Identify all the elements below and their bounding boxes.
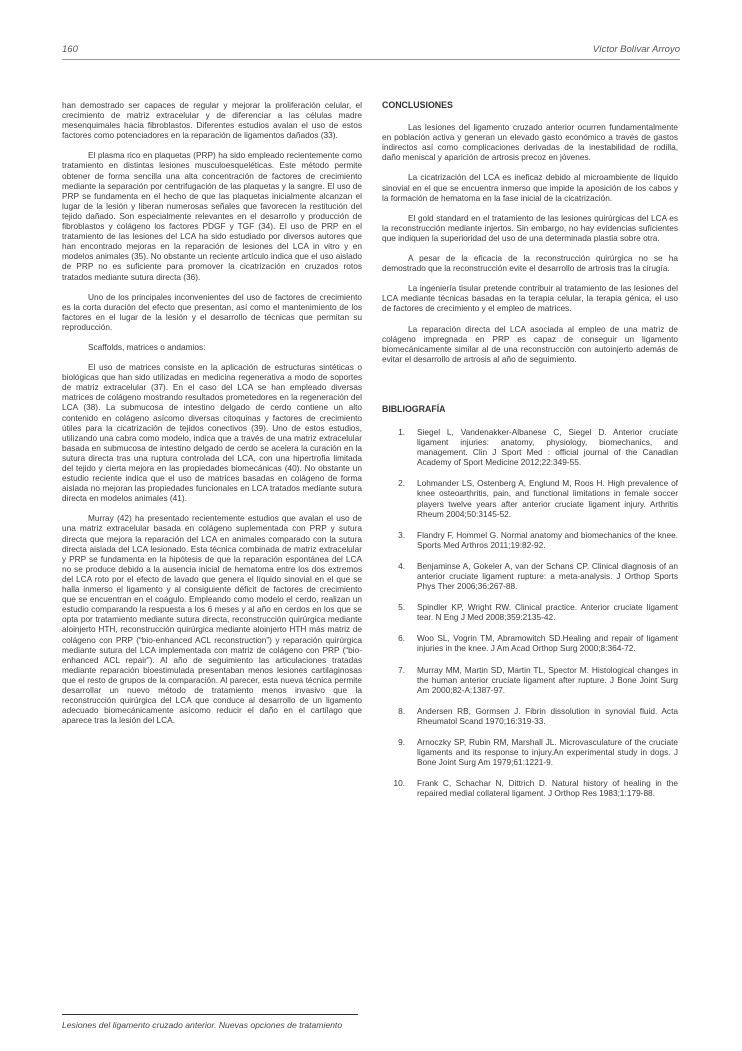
reference-text: Flandry F, Hommel G. Normal anatomy and biomechanics of the knee. Sports Med Arthros 2011;19:82-92. <box>417 529 678 550</box>
reference-number: 9. <box>398 737 405 748</box>
subsection-heading: Scaffolds, matrices o andamios: <box>88 341 206 352</box>
reference-item <box>382 633 678 653</box>
reference-item <box>382 478 678 518</box>
reference-item <box>382 427 678 467</box>
conclusion-paragraph: La reparación directa del LCA asociada al empleo de una matriz de colágeno impregnada en PRP es capaz de conseguir un ligamento biomecánicamente similar al de una reconstrucción con autoinjerto además de evitar el desarrollo de artrosis al año de seguimiento. <box>382 323 678 364</box>
footer-rule <box>62 1014 358 1015</box>
reference-item <box>382 737 678 767</box>
reference-item <box>382 706 678 726</box>
running-footer-title: Lesiones del ligamento cruzado anterior. Nuevas opciones de tratamiento <box>62 1020 343 1030</box>
reference-item <box>382 561 678 591</box>
reference-text: Arnoczky SP, Rubin RM, Marshall JL. Microvasculature of the cruciate ligaments and its response to injury.An experimental study in dogs. J Bone Joint Surg Am 1979;61:1221-9. <box>417 737 678 768</box>
left-column <box>62 100 362 735</box>
reference-number: 2. <box>398 478 405 489</box>
reference-text: Murray MM, Martin SD, Martin TL, Spector M. Histological changes in the human anterior cruciate ligament after rupture. J Bone Joint Surg Am 2000;82-A:1387-97. <box>417 664 678 695</box>
conclusion-paragraph: El gold standard en el tratamiento de las lesiones quirúrgicas del LCA es la reconstrucción mediante injertos. Sin embargo, no hay evidencias suficientes que indiquen la superioridad del uso de una determinada plastia sobre otra. <box>382 212 678 243</box>
conclusion-paragraph: La cicatrización del LCA es ineficaz debido al microambiente de líquido sinovial en el que se encuentra inmerso que impide la aposición de los cabos y la formación de hematoma en la fase inicial de la cicatrización. <box>382 172 678 203</box>
paragraph: han demostrado ser capaces de regular y mejorar la proliferación celular, el crecimiento de matriz extracelular y de diferenciar a las células madre mesenquimales hacia fibroblastos. Diferentes estudios avalan el uso de estos factores como potenciadores en la reparación de ligamentos dañados (33). <box>62 100 362 141</box>
reference-number: 7. <box>398 664 405 675</box>
conclusion-paragraph: A pesar de la eficacia de la reconstrucción quirúrgica no se ha demostrado que la reconstrucción evite el desarrollo de artrosis tras la cirugía. <box>382 253 678 274</box>
bibliography-heading: BIBLIOGRAFÍA <box>382 403 446 414</box>
reference-item <box>382 778 678 798</box>
reference-number: 6. <box>398 633 405 644</box>
reference-item <box>382 530 678 550</box>
reference-text: Benjaminse A, Gokeler A, van der Schans CP. Clinical diagnosis of an anterior cruciate ligament rupture: a meta-analysis. J Orthop Sports Phys Ther 2006;36:267-88. <box>417 560 678 592</box>
right-column <box>382 100 678 810</box>
reference-number: 5. <box>398 602 405 613</box>
conclusions-heading: CONCLUSIONES <box>382 100 453 110</box>
reference-number: 3. <box>398 529 405 540</box>
conclusion-paragraph: Las lesiones del ligamento cruzado anterior ocurren fundamentalmente en población activa y generan un elevado gasto económico a través de gastos indirectos así como complicaciones derivadas de la inestabilidad de rodilla, daño meniscal y aparición de artrosis precoz en jóvenes. <box>382 122 678 163</box>
paragraph: El uso de matrices consiste en la aplicación de estructuras sintéticas o biológicas que han sido utilizadas en medicina regenerativa a modo de soportes de matriz extracelular (37). En el caso del LCA se han empleado diversas matrices de colágeno mostrando resultados prometedores en la regeneración del LCA (38). La submucosa de intestino delgado de cerdo contiene un alto contenido en colágeno asícomo diversas citoquinas y factores de crecimiento útiles para la cicatrización de tejidos conectivos (39). Uno de estos estudios, utilizando una cabra como modelo, indica que a través de una matriz extracelular basada en submucosa de intestino delgado de cerdo se acelera la curación en la sutura directa tras una ruptura controlada del LCA, con una hipertrofia limitada del tejido y cierta mejora en las propiedades biomecánicas (40). No obstante un estudio reciente indica que el uso de matrices basadas en colágeno de forma aislada no mejoran las propiedades funcionales en LCA tratados mediante sutura directa en modelos animales (41). <box>62 362 362 504</box>
conclusion-paragraph: La ingeniería tisular pretende contribuir al tratamiento de las lesiones del LCA mediante técnicas basadas en la terapia celular, la terapia génica, el uso de factores de crecimiento y el empleo de matrices. <box>382 283 678 314</box>
paragraph: El plasma rico en plaquetas (PRP) ha sido empleado recientemente como tratamiento en distintas lesiones musculoesqueléticas. Este método permite obtener de forma sencilla una alta concentración de factores de crecimiento mediante la separación por centrifugación de las plaquetas y la sangre. El uso de PRP se fundamenta en el hecho de que las plaquetas inicialmente alcanzan el lugar de la lesión y liberan numerosas señales que favorecen la restitución del tejido dañado. Son especialmente relevantes en el desarrollo y producción de fibroblastos y colágeno los factores PDGF y TGF (34). El uso de PRP en el tratamiento de las lesiones del LCA ha sido estudiado por diversos autores que han encontrado mejoras en la reparación de lesiones del LCA in vitro y en modelos animales (35). No obstante un reciente artículo indica que el uso aislado de PRP no es suficiente para promover la cicatrización en cruzados rotos tratados mediante sutura directa (36). <box>62 150 362 282</box>
reference-number: 4. <box>398 560 405 571</box>
reference-text: Woo SL, Vogrin TM, Abramowitch SD.Healing and repair of ligament injuries in the knee. J Am Acad Orthop Surg 2000;8:364-72. <box>417 633 678 654</box>
reference-text: Lohmander LS, Ostenberg A, Englund M, Roos H. High prevalence of knee osteoarthritis, pain, and functional limitations in female soccer players twelve years after anterior cruciate ligament injury. Arthritis Rheum 2004;50:3145-52. <box>417 478 678 519</box>
reference-text: Spindler KP, Wright RW. Clinical practice. Anterior cruciate ligament tear. N Eng J Med 2008;359:2135-42. <box>417 602 678 623</box>
reference-list <box>382 427 678 799</box>
reference-text: Frank C, Schachar N, Dittrich D. Natural history of healing in the repaired medial collateral ligament. J Orthop Res 1983;1:179-88. <box>417 778 678 799</box>
reference-number: 8. <box>398 705 405 716</box>
reference-item <box>382 602 678 622</box>
reference-number: 10. <box>393 778 405 789</box>
running-header-author: Víctor Bolívar Arroyo <box>592 44 680 55</box>
header-rule <box>62 59 680 60</box>
reference-item <box>382 665 678 695</box>
paragraph: Uno de los principales inconvenientes del uso de factores de crecimiento es la corta duración del efecto que presentan, así como el mantenimiento de los factores en el lugar de la lesión y el desarrollo de técnicas que permitan su reproducción. <box>62 291 362 332</box>
paragraph: Murray (42) ha presentado recientemente estudios que avalan el uso de una matriz extracelular basada en colágeno suplementada con PRP y sutura directa que mejora la reparación del LCA en animales comparado con la sutura directa aislada del LCA lesionado. Esta técnica combinada de matriz extracelular y PRP se fundamenta en la hipótesis de que la reparación espontánea del LCA no se produce debido a la ausencia inicial de hematoma entre los dos extremos del LCA roto por el efecto de lavado que genera el líquido sinovial en el que se halla inmerso el ligamento y al consiguiente déficit de factores de crecimiento que se encuentran en el coágulo. Empleando como modelo el cerdo, realizan un estudio comparando la respuesta a los 6 meses y al año en cerdos en los que se opta por tratamiento mediante sutura directa, reconstrucción quirúrgica mediante aloinjerto HTH, reconstrucción quirúrgica mediante aloinjerto HTH más matriz de colágeno con PRP (“bio-enhanced ACL reconstruction”) y reparación quirúrgica mediante sutura del LCA implementada con matriz de colágeno con PRP (“bio-enhanced ACL repair”). Al año de seguimiento las articulaciones tratadas mediante reparación bioestimulada presentaban menos lesiones cartilaginosas que el resto de grupos de la comparación. Al parecer, esta nueva técnica permite desarrollar un nuevo método de tratamiento menos invasivo que la reconstrucción quirúrgica del LCA que conduce al desarrollo de un ligamento adecuado biomecánicamente asícomo reducir el daño en el cartílago que aparece tras la lesión del LCA. <box>62 513 362 726</box>
reference-text: Andersen RB, Gormsen J. Fibrin dissolution in synovial fluid. Acta Rheumatol Scand 1970;16:319-33. <box>417 705 678 726</box>
reference-number: 1. <box>398 426 405 437</box>
reference-text: Siegel L, Vandenakker-Albanese C, Siegel D. Anterior cruciate ligament injuries: anatomy, physiology, biomechanics, and management. Clin J Sport Med : official journal of the Canadian Academy of Sport Medicine 2012;22:349-55. <box>417 426 678 468</box>
page-number: 160 <box>62 44 78 55</box>
